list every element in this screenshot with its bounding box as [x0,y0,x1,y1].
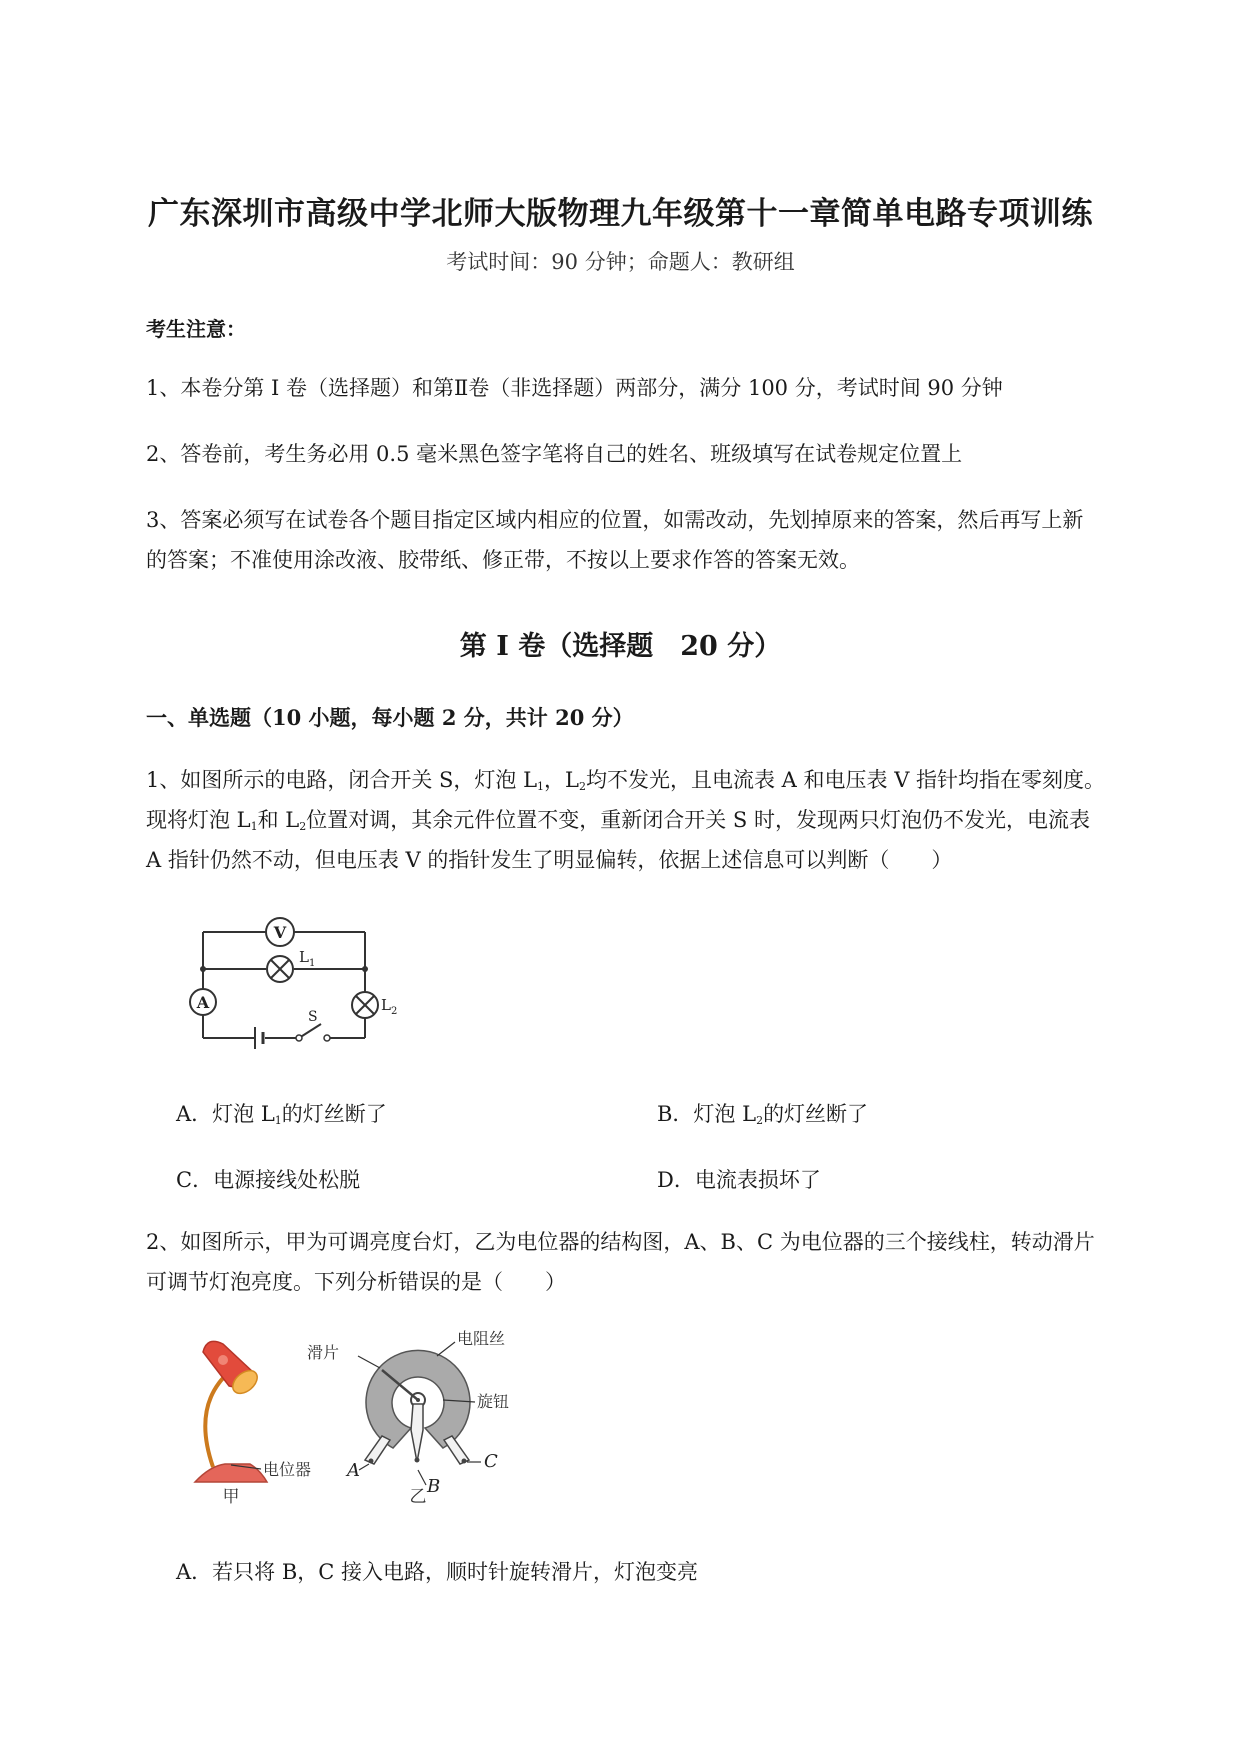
q1-line-3: A 指针仍然不动，但电压表 V 的指针发生了明显偏转，依据上述信息可以判断（ ） [146,848,953,872]
svg-text:V: V [273,923,287,942]
part-heading: 一、单选题（10 小题，每小题 2 分，共计 20 分） [146,705,634,730]
notice-item-1: 1、本卷分第 I 卷（选择题）和第Ⅱ卷（非选择题）两部分，满分 100 分，考试时间 90 分钟 [146,376,1003,400]
lamp-l1-icon [267,956,293,982]
q1-circuit-diagram [175,910,415,1060]
q1-line-2: 现将灯泡 $L_1$和 $L_2$位置对调，其余元件位置不变，重新闭合开关 S 时，发现两只灯泡仍不发光，电流表 [146,808,1090,833]
slider-label: 滑片 [307,1343,340,1362]
jia-label: 甲 [222,1487,240,1507]
desk-lamp-icon [195,1341,267,1482]
notice-heading: 考生注意： [146,317,246,341]
lamp-l2-label: $L_2$ [381,996,398,1017]
lamp-l2-icon [352,992,378,1018]
terminal-b-label: B [427,1476,441,1497]
q1-option-b[interactable]: B．灯泡 $L_2$的灯丝断了 [657,1102,869,1127]
q2-figure [175,1330,555,1510]
potentiometer-label: 电位器 [263,1460,312,1479]
knob-label: 旋钮 [477,1392,510,1411]
exam-subtitle: 考试时间：90 分钟；命题人：教研组 [446,250,795,274]
voltmeter-icon [266,918,294,946]
q1-option-d[interactable]: D．电流表损坏了 [657,1168,821,1192]
q2-line-2: 可调节灯泡亮度。下列分析错误的是（ ） [146,1270,566,1294]
section-title: 第 I 卷（选择题 20 分） [459,631,782,662]
terminal-c-label: C [484,1451,498,1472]
ammeter-icon [190,989,216,1015]
terminal-a-label: A [347,1460,360,1481]
svg-text:A: A [196,993,210,1012]
q1-option-a[interactable]: A．灯泡 $L_1$的灯丝断了 [176,1102,387,1127]
lamp-l1-label: $L_1$ [299,948,316,969]
q1-line-1: 1、如图所示的电路，闭合开关 S，灯泡 $L_1$，$L_2$均不发光，且电流表 A 和电压表 V 指针均指在零刻度。 [146,768,1106,793]
yi-label: 乙 [409,1487,427,1507]
exam-title: 广东深圳市高级中学北师大版物理九年级第十一章简单电路专项训练 [148,196,1093,232]
notice-item-2: 2、答卷前，考生务必用 0.5 毫米黑色签字笔将自己的姓名、班级填写在试卷规定位置上 [146,442,963,466]
notice-item-3: 3、答案必须写在试卷各个题目指定区域内相应的位置，如需改动，先划掉原来的答案，然后再写上新 [146,508,1084,532]
q2-line-1: 2、如图所示，甲为可调亮度台灯，乙为电位器的结构图，A、B、C 为电位器的三个接线柱，转动滑片 [146,1230,1095,1254]
q1-option-c[interactable]: C．电源接线处松脱 [176,1168,361,1192]
resistance-wire-label: 电阻丝 [457,1330,506,1348]
notice-item-3-cont: 的答案；不准使用涂改液、胶带纸、修正带，不按以上要求作答的答案无效。 [146,548,860,572]
switch-label: S [308,1009,318,1025]
potentiometer-icon [365,1350,470,1464]
q2-option-a[interactable]: A．若只将 B，C 接入电路，顺时针旋转滑片，灯泡变亮 [176,1560,699,1584]
